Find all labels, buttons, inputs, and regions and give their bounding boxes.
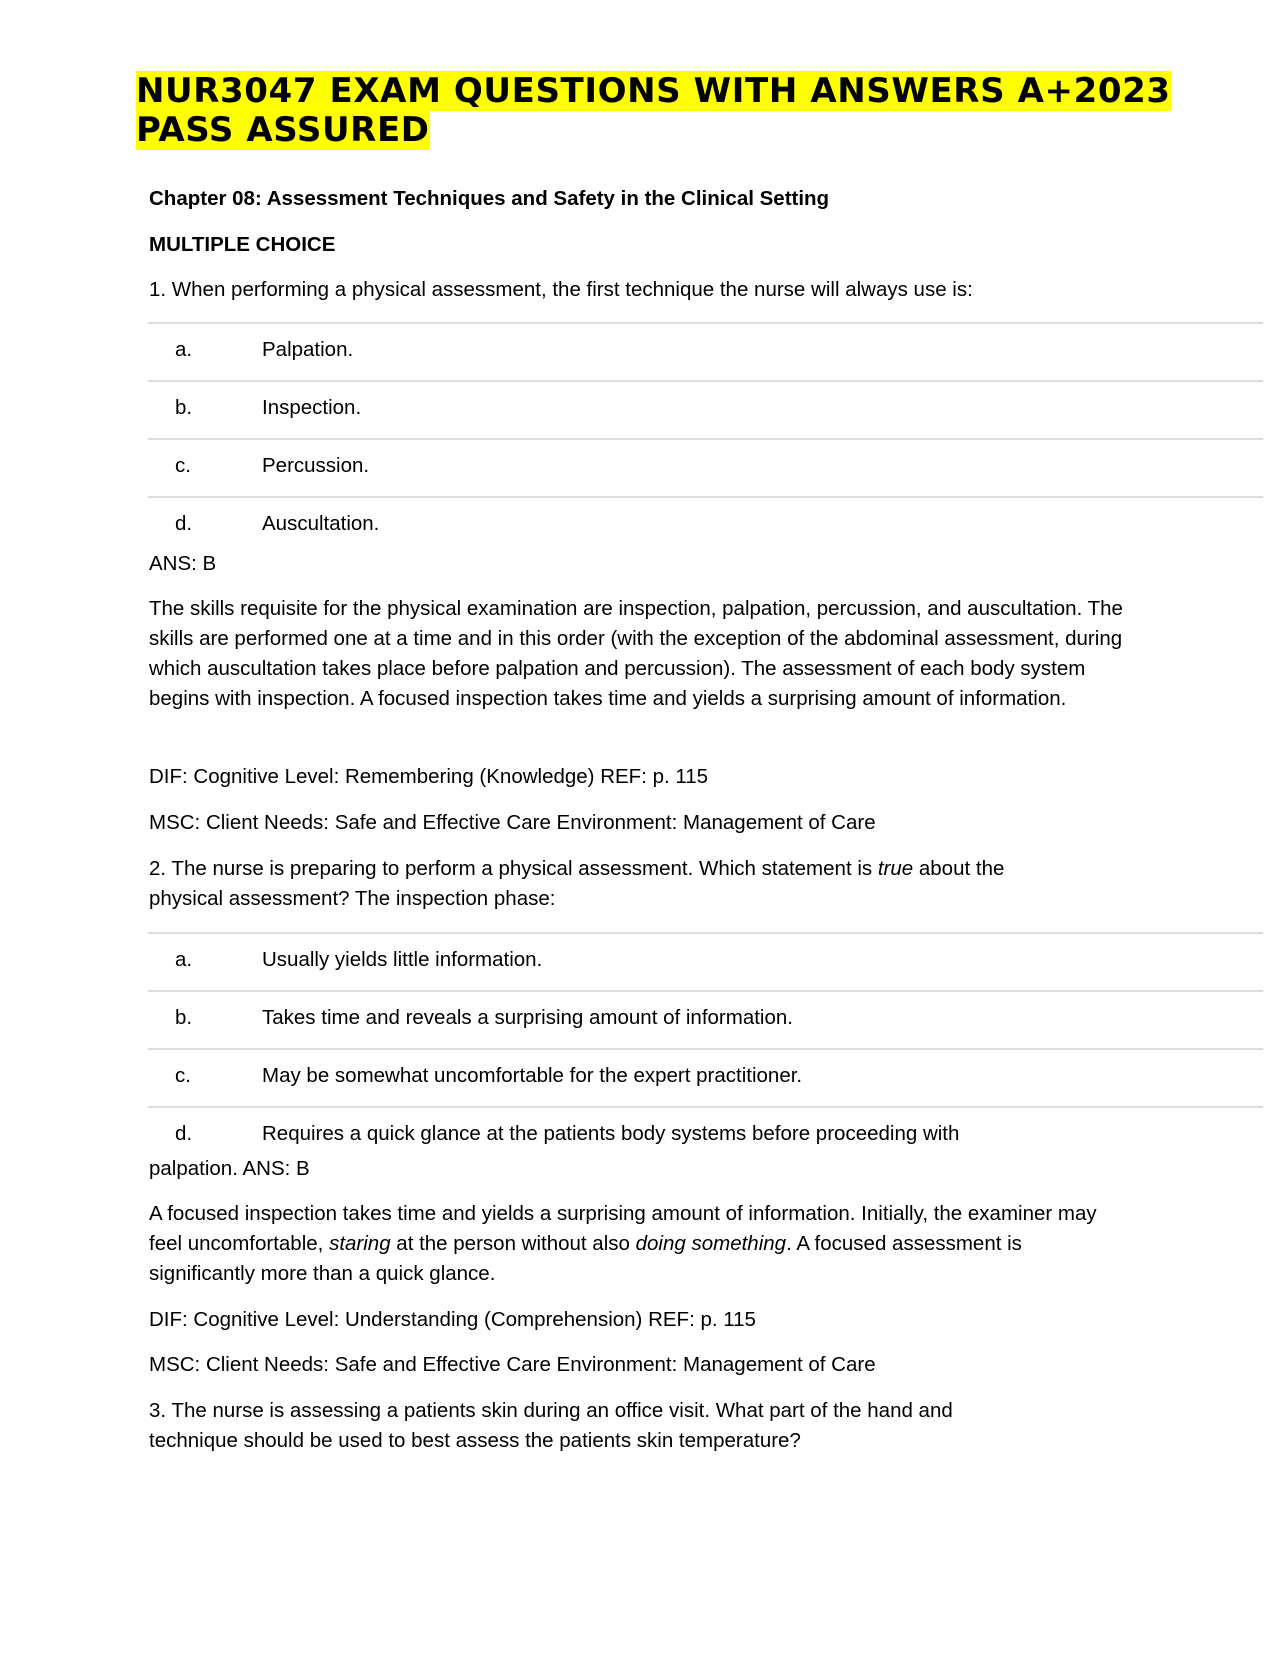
option-row (148, 932, 1263, 990)
option-text: Palpation. (262, 338, 354, 361)
option-letter: c. (175, 454, 191, 477)
option-text: Takes time and reveals a surprising amount of information. (262, 1006, 793, 1029)
answer-2: palpation. ANS: B (149, 1157, 310, 1180)
option-letter: b. (175, 1006, 193, 1029)
option-row (148, 1048, 1263, 1106)
chapter-heading: Chapter 08: Assessment Techniques and Safety in the Clinical Setting (149, 187, 830, 210)
dif-1: DIF: Cognitive Level: Remembering (Knowledge) REF: p. 115 (149, 765, 709, 788)
option-row (148, 322, 1263, 380)
option-text: Usually yields little information. (262, 948, 543, 971)
option-text: Percussion. (262, 454, 370, 477)
option-letter: a. (175, 338, 193, 361)
option-letter: d. (175, 1122, 193, 1145)
rationale-2: A focused inspection takes time and yields a surprising amount of information. Initially, the examiner may feel uncomfortable, staring at the person without also doing something. A focused assessment is significantly more than a quick glance. (149, 1202, 1097, 1285)
question-3: 3. The nurse is assessing a patients skin during an office visit. What part of the hand and technique should be used to best assess the patients skin temperature? (149, 1399, 953, 1452)
option-row (148, 1106, 1263, 1160)
option-letter: a. (175, 948, 193, 971)
option-row (148, 438, 1263, 496)
option-letter: b. (175, 396, 193, 419)
option-text: Inspection. (262, 396, 362, 419)
option-text: Auscultation. (262, 512, 380, 535)
question-1-options (148, 322, 1263, 550)
section-heading: MULTIPLE CHOICE (149, 233, 336, 256)
question-2-options (148, 932, 1263, 1160)
answer-1: ANS: B (149, 552, 217, 575)
document-title: NUR3047 EXAM QUESTIONS WITH ANSWERS A+2023 PASS ASSURED (136, 71, 1171, 150)
dif-2: DIF: Cognitive Level: Understanding (Comprehension) REF: p. 115 (149, 1308, 756, 1331)
option-row (148, 990, 1263, 1048)
option-row (148, 496, 1263, 550)
option-letter: c. (175, 1064, 191, 1087)
question-1: 1. When performing a physical assessment, the first technique the nurse will always use is: (149, 278, 973, 301)
question-2: 2. The nurse is preparing to perform a physical assessment. Which statement is true about the physical assessment? The inspection phase: (149, 857, 1005, 910)
msc-1: MSC: Client Needs: Safe and Effective Care Environment: Management of Care (149, 811, 876, 834)
option-row (148, 380, 1263, 438)
option-text: Requires a quick glance at the patients body systems before proceeding with (262, 1122, 960, 1145)
option-letter: d. (175, 512, 193, 535)
option-text: May be somewhat uncomfortable for the expert practitioner. (262, 1064, 803, 1087)
msc-2: MSC: Client Needs: Safe and Effective Care Environment: Management of Care (149, 1353, 876, 1376)
rationale-1: The skills requisite for the physical examination are inspection, palpation, percussion, and auscultation. The skills are performed one at a time and in this order (with the exception of the abdominal assessment, during which auscultation takes place before palpation and percussion). The assessment of each body system begins with inspection. A focused inspection takes time and yields a surprising amount of information. (149, 597, 1123, 710)
